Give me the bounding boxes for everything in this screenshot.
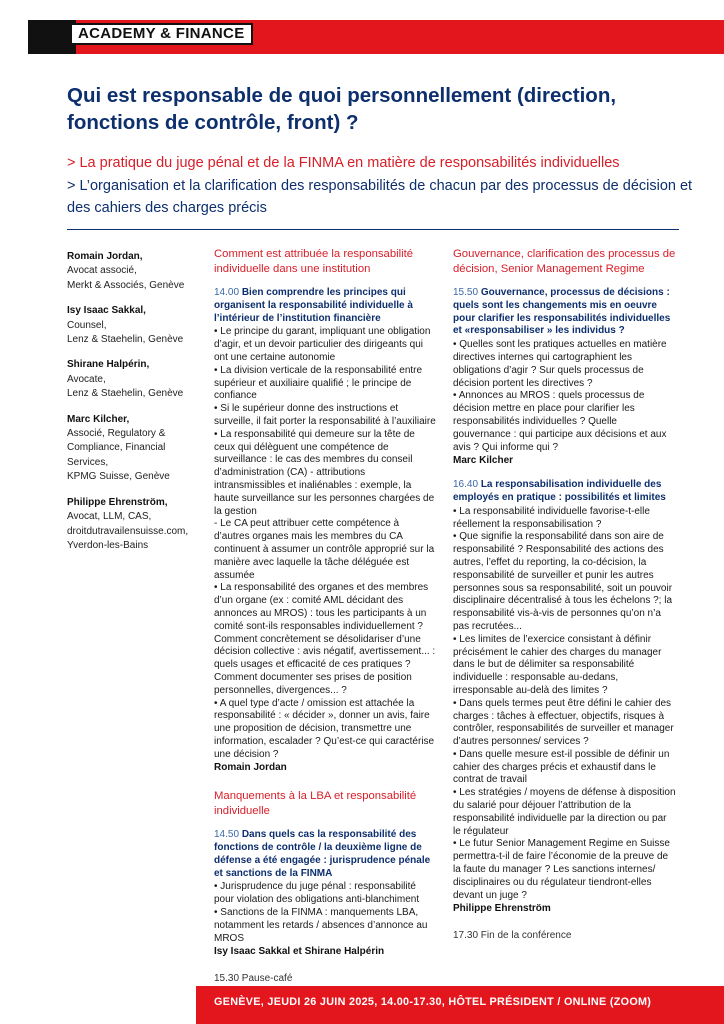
talk-speaker: Marc Kilcher: [453, 455, 514, 467]
talk-point: • Dans quels termes peut être défini le cahier des charges : tâches à effectuer, objectifs, risques à contrôler, responsabilités de surveiller et manager d’autres personnes/ services ?: [453, 697, 674, 748]
talk-point: • Sanctions de la FINMA : manquements LBA, notamment les retards / absences d’annonce au MROS: [214, 907, 428, 944]
talk-point: - Le CA peut attribuer cette compétence à d’autres organes mais les membres du CA continuent à assumer un contrôle approprié sur la manière avec laquelle la tâche déléguée est assumée: [214, 518, 435, 581]
talk-heading: [453, 479, 676, 505]
end-item: 17.30 Fin de la conférence: [453, 930, 572, 942]
talk-heading: [214, 287, 437, 325]
talk-point: • Les limites de l’exercice consistant à définir précisément le cahier des charges du manager dans le but de délimiter sa responsabilité individuelle : responsable au-dedans, irresponsable au-delà des limites ?: [453, 633, 662, 696]
speaker-entry: [67, 496, 197, 554]
talk-title: Bien comprendre les principes qui organisent la responsabilité individuelle à l’intérieur de l’institution financière: [214, 287, 413, 324]
speaker-line: Merkt & Associés, Genève: [67, 279, 185, 291]
speaker-name: Shirane Halpérin,: [67, 359, 150, 371]
section-title: Manquements à la LBA et responsabilité individuelle: [214, 790, 417, 818]
speaker-line: Services,: [67, 456, 109, 468]
section-title: Comment est attribuée la responsabilité individuelle dans une institution: [214, 248, 414, 275]
program-column-right: [453, 247, 676, 943]
speaker-name: Philippe Ehrenström,: [67, 496, 168, 508]
talk-point: • La responsabilité individuelle favorise-t-elle réellement la responsabilisation ?: [453, 505, 650, 530]
header-black-block: [28, 20, 76, 54]
talk-point: • Le principe du garant, impliquant une obligation d’agir, et un devoir particulier des dirigeants qui ont une certaine autonomie: [214, 326, 431, 363]
talk-point: • Dans quelle mesure est-il possible de définir un cahier des charges précis et exhaustif dans le contrat de travail: [453, 748, 670, 786]
talk-point: • Annonces au MROS : quels processus de décision mettre en place pour clarifier les responsabilités individuelles ? Quelle gouvernance : qui participe aux décisions et aux avis ? Qui informe qui ?: [453, 390, 667, 453]
program-column-middle: [214, 247, 437, 986]
talk-speaker: Philippe Ehrenström: [453, 903, 551, 915]
talk-point: • Jurisprudence du juge pénal : responsabilité pour violation des obligations anti-blanchiment: [214, 881, 420, 906]
talk-time: 14.50: [214, 829, 240, 841]
footer-event-info: GENÈVE, JEUDI 26 JUIN 2025, 14.00-17.30, HÔTEL PRÉSIDENT / ONLINE (ZOOM): [214, 996, 652, 1008]
speaker-entry: [67, 413, 197, 485]
section-title: Gouvernance, clarification des processus de décision, Senior Management Regime: [453, 248, 676, 275]
talk-point: • Le futur Senior Management Regime en Suisse permettra-t-il de faire l’économie de la preuve de la faute du manager ? Les sanctions internes/ disciplinaires ou du régulateur tiendront-elles devant un juge ?: [453, 838, 670, 901]
talk-point: • Quelles sont les pratiques actuelles en matière directives internes qui cartographient les obligations d’agir ? Sur quels processus de décision portent les directives ?: [453, 339, 667, 389]
speaker-line: Lenz & Staehelin, Genève: [67, 334, 184, 346]
speaker-line: Avocate,: [67, 373, 106, 385]
divider: [67, 229, 679, 230]
speaker-line: Lenz & Staehelin, Genève: [67, 388, 184, 400]
speaker-line: Associé, Regulatory &: [67, 428, 166, 440]
speaker-line: Avocat, LLM, CAS,: [67, 511, 152, 523]
talk-point: • A quel type d’acte / omission est attachée la responsabilité : « décider », donner un avis, faire une proposition de décision, transmettre une information, escalader ? Qu’est-ce qui caractérise une décision ?: [214, 697, 435, 760]
talk-heading: [214, 829, 437, 880]
talk-time: 15.50: [453, 287, 479, 298]
speaker-name: Isy Isaac Sakkal,: [67, 305, 146, 317]
speaker-entry: [67, 304, 197, 347]
subtitle-2: > L’organisation et la clarification des responsabilités de chacun par des processus de décision et des cahiers des charges précis: [67, 178, 693, 216]
speaker-line: Compliance, Financial: [67, 442, 166, 454]
speaker-entry: [67, 358, 197, 401]
speaker-name: Marc Kilcher,: [67, 413, 130, 425]
pause-item: 15.30 Pause-café: [214, 973, 293, 985]
talk-time: 14.00: [214, 287, 240, 298]
header-label: ACADEMY & FINANCE: [70, 23, 253, 45]
speaker-line: Yverdon-les-Bains: [67, 539, 149, 551]
talk-point: • Que signifie la responsabilité dans son aire de responsabilité ? Responsabilité des actions des autres, l’effet du reporting, la co-décision, la responsabilité de surveiller et punir les autres personnes sous sa responsabilité, soit un pouvoir disciplinaire décentralisé à tous les échelons ?; la responsabilité vis-à-vis de personnes qu’on n’a pas recrutées...: [453, 531, 673, 632]
speaker-line: KPMG Suisse, Genève: [67, 471, 170, 483]
talk-title: Gouvernance, processus de décisions : quels sont les changements mis en oeuvre pour clarifier les responsabilités individuelles et «responsabiliser » les individus ?: [453, 287, 671, 337]
talk-point: • Les stratégies / moyens de défense à disposition du salarié pour déjouer l’attribution de la responsabilité individuelle par la direction ou par le régulateur: [453, 787, 676, 837]
page-title: Qui est responsable de quoi personnellement (direction, fonctions de contrôle, front) ?: [67, 84, 617, 134]
subtitle-1: > La pratique du juge pénal et de la FINMA en matière de responsabilités individuelles: [67, 155, 620, 171]
talk-point: • La responsabilité des organes et des membres d’un organe (ex : comité AML décidant des annonces au MROS) : tous les participants à un comité sont-ils responsables individuellement ? Comment concrètement se désolidariser d’une décision collective : avis négatif, avertissement... : quels usages et efficacité de ces pratiques ? Comment documenter ses prises de position personnelles, divergences... ?: [214, 582, 436, 696]
talk-time: 16.40: [453, 479, 479, 491]
speaker-list: [67, 250, 197, 564]
talk-point: • La responsabilité qui demeure sur la tête de ceux qui délèguent une compétence de surveillance : le cas des membres du conseil d’administration (CA) - attributions intransmissibles et inaliénables : exemple, la haute surveillance sur les personnes chargées de la gestion: [214, 428, 435, 517]
talk-title: Dans quels cas la responsabilité des fonctions de contrôle / la deuxième ligne de défense a été engagée : jurisprudence pénale et sanctions de la FINMA: [214, 829, 431, 879]
talk-title: La responsabilisation individuelle des employés en pratique : possibilités et limites: [453, 479, 666, 503]
talk-speaker: Romain Jordan: [214, 762, 287, 774]
talk-heading: [453, 287, 676, 338]
talk-speaker: Isy Isaac Sakkal et Shirane Halpérin: [214, 946, 385, 958]
speaker-line: Avocat associé,: [67, 265, 137, 277]
speaker-name: Romain Jordan,: [67, 251, 143, 262]
speaker-line: droitdutravailensuisse.com,: [67, 525, 189, 537]
talk-point: • La division verticale de la responsabilité entre supérieur et auxiliaire qualifié ; le principe de confiance: [214, 364, 423, 402]
speaker-entry: [67, 250, 197, 293]
talk-point: • Si le supérieur donne des instructions et surveille, il fait porter la responsabilité à l’auxiliaire: [214, 403, 436, 427]
speaker-line: Counsel,: [67, 319, 107, 331]
